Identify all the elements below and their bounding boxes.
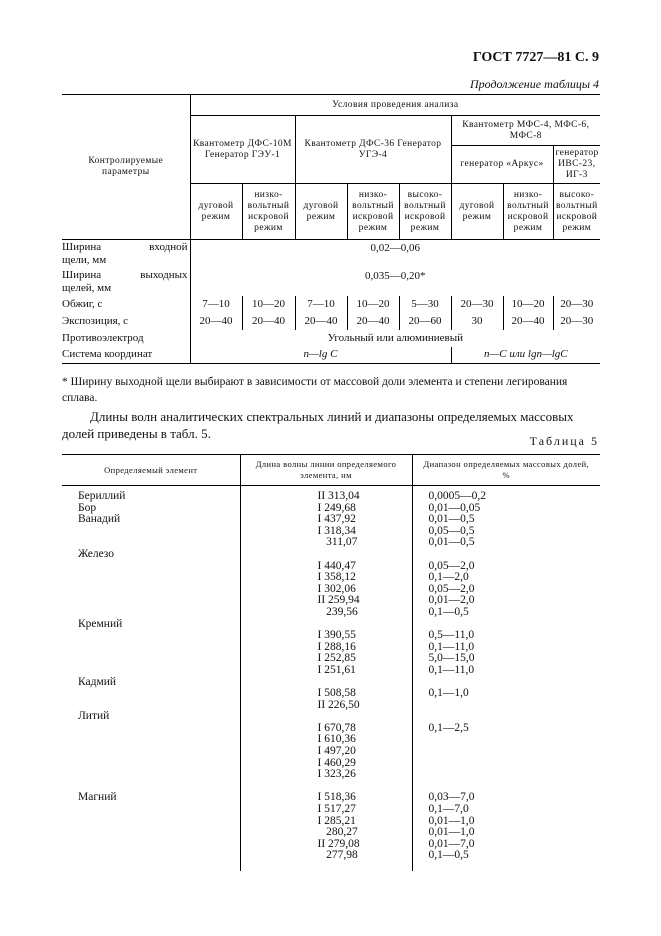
burn-cell: 10—20 (347, 296, 399, 313)
wavelength-cell: 311,07 (317, 536, 358, 549)
table-continuation-label: Продолжение таблицы 4 (469, 77, 599, 91)
element-cell: Железо (78, 547, 115, 560)
element-cell (62, 572, 240, 584)
wavelength-cell: 280,27 (317, 826, 358, 839)
instrument-header: Квантометр ДФС-36 Генератор УГЭ-4 (295, 116, 451, 184)
wavelength-cell: 277,98 (317, 849, 358, 862)
range-cell: 0,05—2,0 (428, 559, 475, 572)
element-cell: Кадмий (78, 675, 117, 688)
group-header: Условия проведения анализа (190, 95, 600, 116)
exposure-cell: 20—40 (503, 313, 553, 330)
element-cell (62, 584, 240, 596)
wavelength-cell: II 259,94 (317, 594, 360, 607)
outlet-width-value: 0,035—0,20* (190, 268, 600, 296)
range-cell: 0,05—0,5 (428, 524, 475, 537)
element-cell (62, 607, 240, 619)
burn-cell: 20—30 (451, 296, 503, 313)
row-label-coordinates: Система координат (62, 347, 190, 364)
range-cell (413, 769, 601, 781)
counter-electrode-value: Угольный или алюминиевый (190, 330, 600, 347)
burn-cell: 7—10 (190, 296, 242, 313)
element-cell (62, 630, 240, 642)
mode-header: дуговой режим (190, 184, 242, 240)
range-cell: 0,01—0,5 (428, 513, 475, 526)
wavelength-cell: II 226,50 (317, 698, 360, 711)
element-cell (62, 561, 240, 573)
instrument-header: Квантометр МФС-4, МФС-6, МФС-8 (451, 116, 600, 146)
range-cell: 0,05—2,0 (428, 582, 475, 595)
inlet-width-value: 0,02—0,06 (190, 240, 600, 268)
range-cell (413, 746, 601, 758)
range-cell (413, 758, 601, 770)
range-cell: 0,1—1,0 (428, 687, 469, 700)
element-cell: Бериллий (78, 490, 126, 502)
table-4 (62, 94, 600, 364)
range-cell: 0,1—7,0 (428, 803, 469, 816)
wavelength-cell: I 318,34 (317, 524, 356, 537)
element-cell: Ванадий (78, 513, 121, 526)
element-cell (62, 653, 240, 665)
range-column (412, 486, 600, 872)
wavelength-cell: I 390,55 (317, 629, 356, 642)
wavelength-cell: 239,56 (317, 605, 358, 618)
burn-cell: 5—30 (399, 296, 451, 313)
range-cell: 0,0005—0,2 (428, 490, 486, 502)
wavelength-cell: I 285,21 (317, 814, 356, 827)
range-cell: 5,0—15,0 (428, 652, 475, 665)
range-cell: 0,01—1,0 (428, 814, 475, 827)
range-cell: 0,1—2,0 (428, 571, 469, 584)
range-cell: 0,1—11,0 (428, 640, 475, 653)
wavelength-cell: II 313,04 (317, 490, 360, 502)
mode-header: высоко-вольтный искровой режим (553, 184, 600, 240)
range-cell (413, 700, 601, 712)
mode-header: низко-вольтный искровой режим (242, 184, 295, 240)
element-cell: Кремний (78, 617, 123, 630)
instrument-header: Квантометр ДФС-10М Генератор ГЭУ-1 (190, 116, 295, 184)
column-header: Определяемый элемент (62, 455, 240, 486)
table-5 (62, 454, 600, 871)
row-label-counter-electrode: Противоэлектрод (62, 331, 144, 344)
row-header: Контролируемые параметры (62, 95, 190, 240)
element-cell (62, 595, 240, 607)
paragraph: Длины волн аналитических спектральных линий и диапазоны определяемых массовых долей приведены в табл. 5. (62, 409, 574, 441)
mode-header: низко-вольтный искровой режим (347, 184, 399, 240)
mode-header: дуговой режим (451, 184, 503, 240)
wavelength-cell: I 497,20 (317, 745, 356, 758)
range-cell: 0,01—0,05 (428, 501, 481, 514)
mode-header: низко-вольтный искровой режим (503, 184, 553, 240)
wavelength-cell: I 252,85 (317, 652, 356, 665)
column-header: Диапазон определяемых массовых долей, % (412, 455, 600, 486)
wavelength-cell: I 358,12 (317, 571, 356, 584)
exposure-cell: 20—40 (190, 313, 242, 330)
coordinates-value: n—C или lgn—lgC (451, 347, 600, 364)
row-label-exposure: Экспозиция, с (62, 314, 129, 327)
range-cell: 0,01—7,0 (428, 837, 475, 850)
generator-header: генератор «Аркус» (451, 146, 553, 184)
range-cell (413, 734, 601, 746)
wavelength-cell: I 288,16 (317, 640, 356, 653)
wavelength-cell: I 251,61 (317, 663, 356, 676)
row-label-outlet: Ширина выходных щелей, мм (62, 268, 188, 294)
coordinates-value: n—lg C (190, 347, 451, 364)
exposure-cell: 20—40 (295, 313, 347, 330)
burn-cell: 10—20 (242, 296, 295, 313)
exposure-cell: 20—40 (347, 313, 399, 330)
wavelength-cell: I 517,27 (317, 803, 356, 816)
element-cell: Литий (78, 710, 110, 723)
wavelength-column (240, 486, 412, 872)
exposure-cell: 20—30 (553, 313, 600, 330)
wavelength-cell: I 249,68 (317, 501, 356, 514)
range-cell: 0,1—11,0 (428, 663, 475, 676)
element-cell (62, 688, 240, 700)
wavelength-cell: II 279,08 (317, 837, 360, 850)
element-cell (62, 758, 240, 770)
wavelength-cell: I 460,29 (317, 756, 356, 769)
wavelength-cell: I 323,26 (317, 768, 356, 781)
element-cell (62, 665, 240, 677)
table-5-caption: Таблица 5 (529, 434, 599, 448)
element-cell (62, 734, 240, 746)
element-cell (62, 526, 240, 538)
range-cell: 0,5—11,0 (428, 629, 475, 642)
row-label-burn: Обжиг, с (62, 297, 103, 310)
range-cell (413, 549, 601, 561)
range-cell: 0,1—0,5 (428, 849, 469, 862)
burn-cell: 7—10 (295, 296, 347, 313)
mode-header: дуговой режим (295, 184, 347, 240)
element-column (62, 486, 240, 872)
row-label-inlet: Ширина входной щели, мм (62, 240, 188, 266)
element-cell: Бор (78, 501, 97, 514)
exposure-cell: 30 (451, 313, 503, 330)
wavelength-cell: I 610,36 (317, 733, 356, 746)
range-cell: 0,1—2,5 (428, 721, 469, 734)
column-header: Длина волны линии определяемого элемента, нм (240, 455, 412, 486)
burn-cell: 10—20 (503, 296, 553, 313)
element-cell (62, 769, 240, 781)
exposure-cell: 20—60 (399, 313, 451, 330)
element-cell: Магний (78, 791, 117, 804)
element-cell (62, 642, 240, 654)
wavelength-cell: I 440,47 (317, 559, 356, 572)
mode-header: высоко-вольтный искровой режим (399, 184, 451, 240)
exposure-cell: 20—40 (242, 313, 295, 330)
wavelength-cell (241, 549, 412, 561)
range-cell: 0,01—0,5 (428, 536, 475, 549)
element-cell (62, 746, 240, 758)
footnote: * Ширину выходной щели выбирают в зависимости от массовой доли элемента и степени легирования сплава. (62, 376, 568, 404)
generator-header: генератор ИВС-23, ИГ-3 (553, 146, 600, 184)
wavelength-cell: I 508,58 (317, 687, 356, 700)
wavelength-cell: I 670,78 (317, 721, 356, 734)
wavelength-cell: I 302,06 (317, 582, 356, 595)
range-cell: 0,03—7,0 (428, 791, 475, 804)
range-cell: 0,1—0,5 (428, 605, 469, 618)
range-cell: 0,01—1,0 (428, 826, 475, 839)
wavelength-cell: I 518,36 (317, 791, 356, 804)
burn-cell: 20—30 (553, 296, 600, 313)
element-cell (62, 723, 240, 735)
range-cell: 0,01—2,0 (428, 594, 475, 607)
wavelength-cell: I 437,92 (317, 513, 356, 526)
page-header: ГОСТ 7727—81 С. 9 (472, 50, 599, 65)
